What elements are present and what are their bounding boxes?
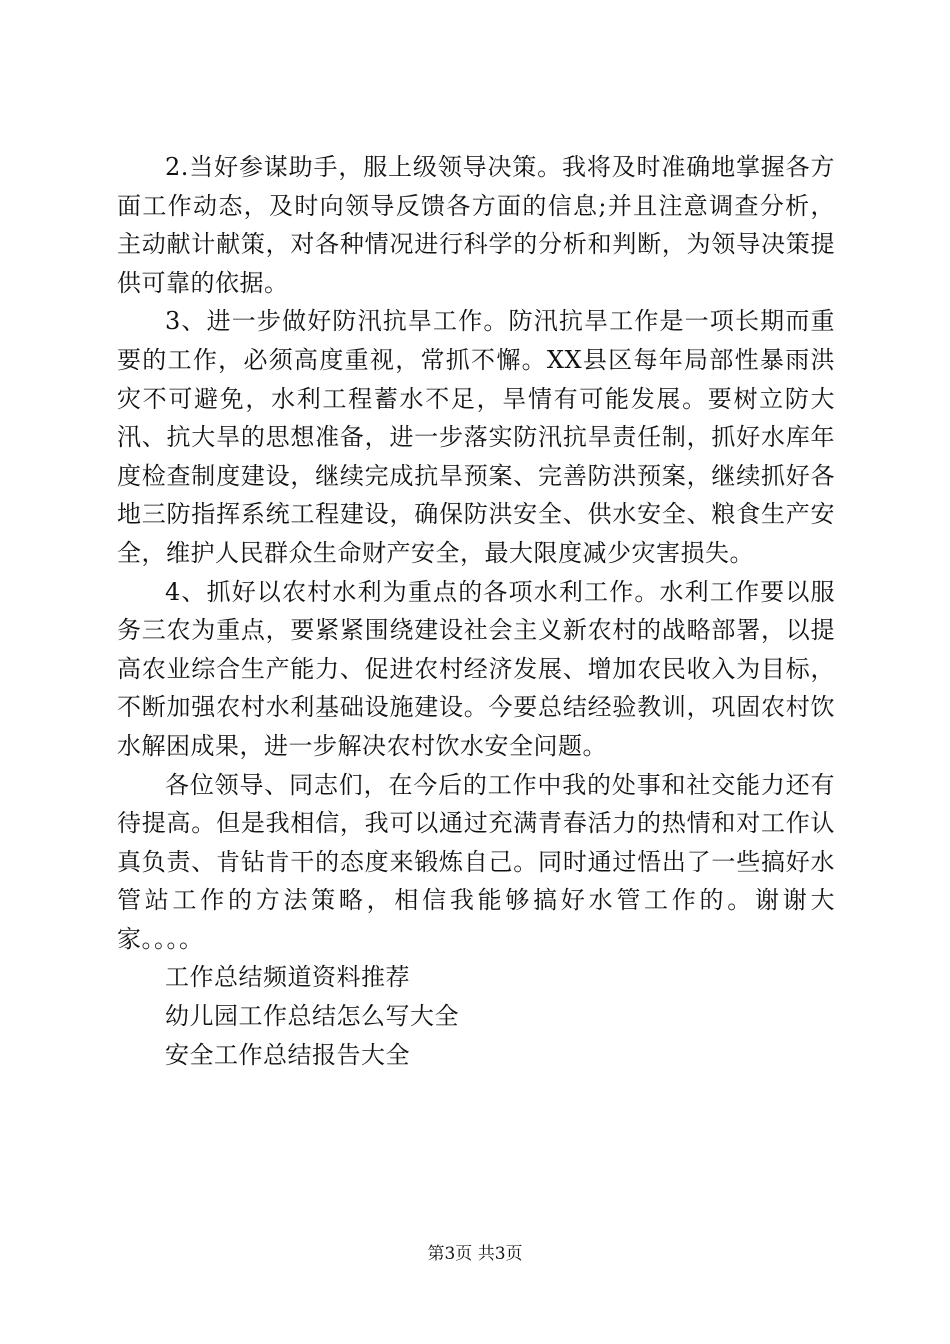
page-number-footer: 第3页 共3页 <box>427 1244 523 1264</box>
paragraph-item-2: 2.当好参谋助手，服上级领导决策。我将及时准确地掌握各方面工作动态，及时向领导反馈各方面的信息;并且注意调查分析，主动献计献策，对各种情况进行科学的分析和判断，为领导决策提供可靠的依据。 <box>117 153 835 297</box>
paragraph-item-4: 4、抓好以农村水利为重点的各项水利工作。水利工作要以服务三农为重点，要紧紧围绕建设社会主义新农村的战略部署，以提高农业综合生产能力、促进农村经济发展、增加农民收入为目标，不断加强农村水利基础设施建设。今要总结经验教训，巩固农村饮水解困成果，进一步解决农村饮水安全问题。 <box>117 577 835 760</box>
recommendation-link[interactable]: 幼儿园工作总结怎么写大全 <box>165 1002 459 1031</box>
closing-paragraph: 各位领导、同志们，在今后的工作中我的处事和社交能力还有待提高。但是我相信，我可以通过充满青春活力的热情和对工作认真负责、肯钻肯干的态度来锻炼自己。同时通过悟出了一些搞好水管站工作的方法策略，相信我能够搞好水管工作的。谢谢大家。。。。 <box>117 770 835 953</box>
recommendation-heading: 工作总结频道资料推荐 <box>165 963 410 992</box>
recommendation-link[interactable]: 安全工作总结报告大全 <box>165 1040 410 1069</box>
paragraph-item-3: 3、进一步做好防汛抗旱工作。防汛抗旱工作是一项长期而重要的工作，必须高度重视，常抓不懈。XX县区每年局部性暴雨洪灾不可避免，水利工程蓄水不足，旱情有可能发展。要树立防大汛、抗大旱的思想准备，进一步落实防汛抗旱责任制，抓好水库年度检查制度建设，继续完成抗旱预案、完善防洪预案，继续抓好各地三防指挥系统工程建设，确保防洪安全、供水安全、粮食生产安全，维护人民群众生命财产安全，最大限度减少灾害损失。 <box>117 307 835 567</box>
document-body <box>117 148 835 1074</box>
